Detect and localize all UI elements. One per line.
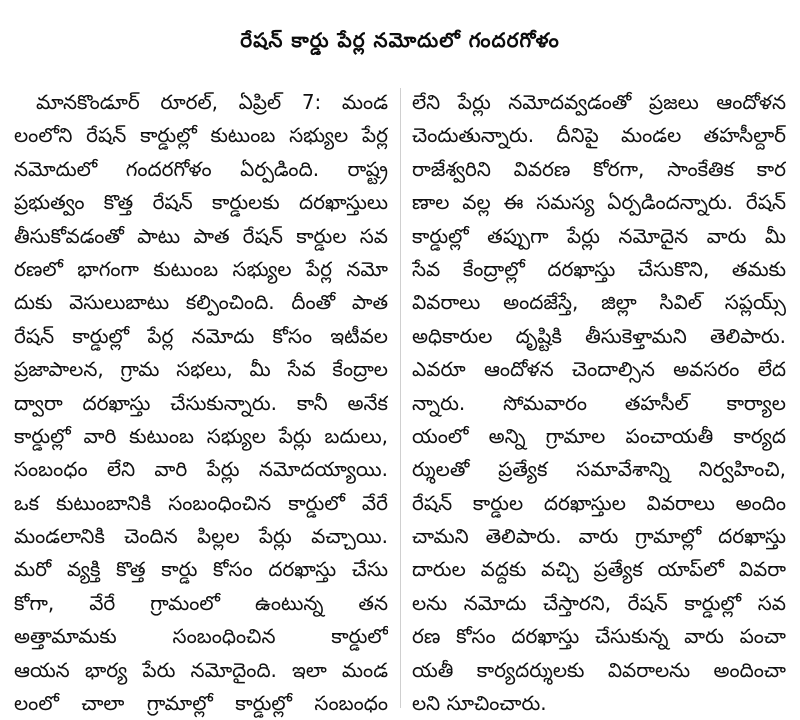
column-divider	[400, 88, 401, 708]
right-column	[412, 86, 786, 720]
body-line: ప్రభుత్వం కొత్త రేషన్ కార్డులకు దరఖాస్తులు	[14, 190, 388, 215]
body-line: రేషన్ కార్డుల దరఖాస్తుల వివరాలు అందిం	[412, 490, 786, 515]
body-line: రాజేశ్వరిని వివరణ కోరగా, సాంకేతిక కార	[412, 156, 786, 181]
body-line: ణాల వల్ల ఈ సమస్య ఏర్పడిందన్నారు. రేషన్	[412, 190, 786, 215]
body-line: ద్వారా దరఖాస్తు చేసుకున్నారు. కానీ అనేక	[14, 390, 388, 415]
body-line: ఒక కుటుంబానికి సంబంధించిన కార్డులో వేరే	[14, 490, 388, 515]
body-line: ర్శులతో ప్రత్యేక సమావేశాన్ని నిర్వహించి,	[412, 457, 786, 482]
body-line: ఆయన భార్య పేరు నమోదైంది. ఇలా మండ	[14, 657, 388, 682]
body-line: కోగా, వేరే గ్రామంలో ఉంటున్న తన	[14, 590, 388, 615]
body-line: చామని తెలిపారు. వారు గ్రామాల్లో దరఖాస్తు	[412, 524, 786, 549]
article-body	[14, 86, 790, 714]
body-line: అధికారుల దృష్టికి తీసుకెళ్తామని తెలిపారు.	[412, 323, 786, 348]
body-line: ప్రజాపాలన, గ్రామ సభలు, మీ సేవ కేంద్రాల	[14, 357, 388, 382]
body-line: యతీ కార్యదర్శులకు వివరాలను అందించా	[412, 657, 786, 682]
body-line: లేని పేర్లు నమోదవ్వడంతో ప్రజలు ఆందోళన	[412, 90, 786, 114]
body-line: సంబంధం లేని వారి పేర్లు నమోదయ్యాయి.	[14, 457, 388, 482]
body-line: రణ కోసం దరఖాస్తు చేసుకున్న వారు పంచా	[412, 624, 786, 649]
body-line: మరో వ్యక్తి కొత్త కార్డు కోసం దరఖాస్తు చేసు	[14, 557, 388, 582]
body-line: దారుల వద్దకు వచ్చి ప్రత్యేక యాప్‌లో వివరా	[412, 557, 786, 582]
body-line: ఎవరూ ఆందోళన చెందాల్సిన అవసరం లేద	[412, 357, 786, 382]
body-line: లంలో చాలా గ్రామాల్లో కార్డుల్లో సంబంధం	[14, 691, 388, 716]
body-line: వివరాలు అందజేస్తే, జిల్లా సివిల్ సప్లయ్స్	[412, 290, 786, 315]
body-line: మండలానికి చెందిన పిల్లల పేర్లు వచ్చాయి.	[14, 524, 388, 549]
body-line: లని సూచించారు.	[412, 691, 547, 716]
body-line: అత్తామామకు సంబంధించిన కార్డులో	[14, 624, 388, 649]
article-headline: రేషన్ కార్డు పేర్ల నమోదులో గందరగోళం	[240, 27, 560, 52]
body-line: తీసుకోవడంతో పాటు పాత రేషన్ కార్డుల సవ	[14, 223, 388, 248]
body-line: దుకు వెసులుబాటు కల్పించింది. దీంతో పాత	[14, 290, 388, 315]
body-line: లంలోని రేషన్ కార్డుల్లో కుటుంబ సభ్యుల పేర్ల	[14, 123, 388, 148]
body-line: కార్డుల్లో తప్పుగా పేర్లు నమోదైన వారు మీ	[412, 223, 786, 248]
body-line: రేషన్ కార్డుల్లో పేర్ల నమోదు కోసం ఇటీవల	[14, 323, 388, 348]
body-line: రణలో భాగంగా కుటుంబ సభ్యుల పేర్ల నమో	[14, 256, 388, 281]
body-line: నమోదులో గందరగోళం ఏర్పడింది. రాష్ట్ర	[14, 156, 388, 181]
body-line: లను నమోదు చేస్తారని, రేషన్ కార్డుల్లో సవ	[412, 590, 786, 615]
left-column	[14, 86, 388, 720]
body-line: కార్డుల్లో వారి కుటుంబ సభ్యుల పేర్లు బదులు,	[14, 423, 388, 448]
body-line: న్నారు. సోమవారం తహసీల్ కార్యాల	[412, 390, 786, 415]
body-line: సేవ కేంద్రాల్లో దరఖాస్తు చేసుకొని, తమకు	[412, 256, 786, 281]
body-line: యంలో అన్ని గ్రామాల పంచాయతీ కార్యద	[412, 423, 786, 448]
body-line: చెందుతున్నారు. దీనిపై మండల తహసీల్దార్	[412, 123, 786, 148]
body-line: మానకొండూర్ రూరల్, ఏప్రిల్ 7: మండ	[36, 90, 388, 114]
